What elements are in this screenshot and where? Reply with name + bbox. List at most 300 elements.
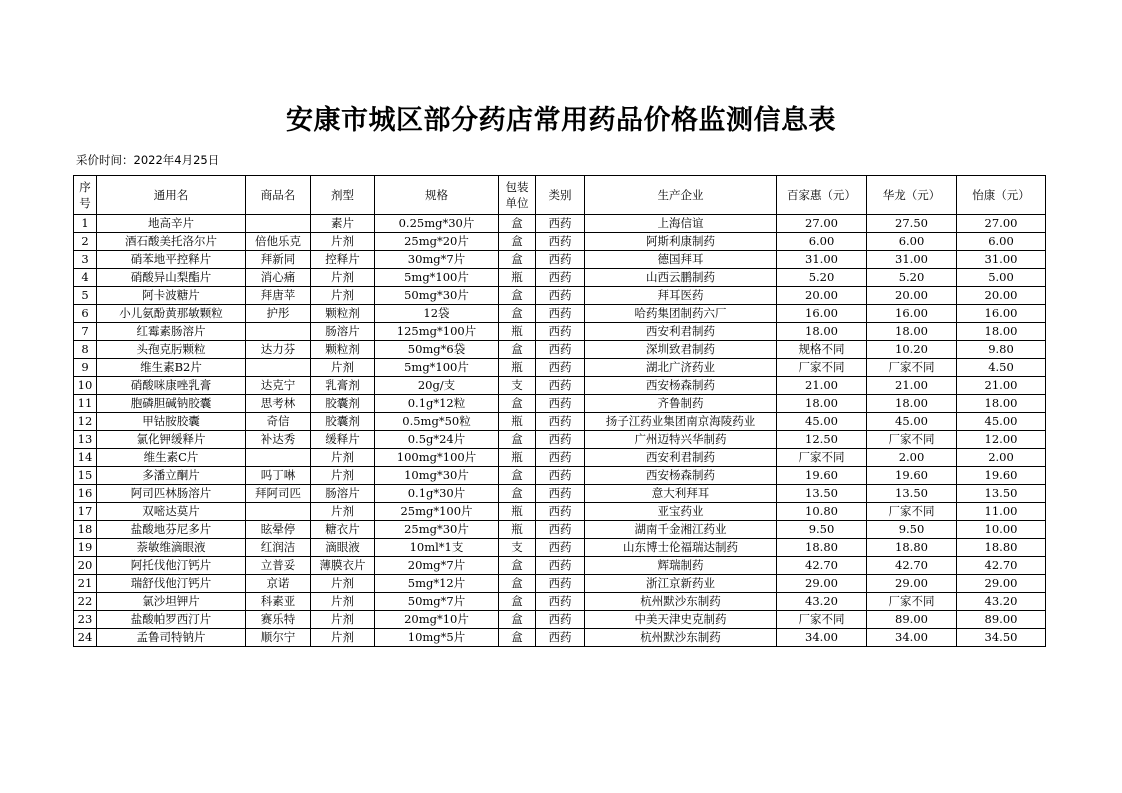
cell-brand-name: 奇信	[246, 413, 311, 431]
cell-specification: 0.5g*24片	[375, 431, 499, 449]
cell-dosage-form: 缓释片	[311, 431, 375, 449]
cell-brand-name: 倍他乐克	[246, 233, 311, 251]
cell-package-unit: 瓶	[499, 449, 536, 467]
cell-price-hualong: 89.00	[867, 611, 957, 629]
cell-price-yikang: 19.60	[957, 467, 1046, 485]
cell-manufacturer: 西安利君制药	[585, 449, 777, 467]
cell-generic-name: 小儿氨酚黄那敏颗粒	[97, 305, 246, 323]
cell-manufacturer: 湖南千金湘江药业	[585, 521, 777, 539]
cell-category: 西药	[536, 575, 585, 593]
cell-manufacturer: 西安利君制药	[585, 323, 777, 341]
cell-generic-name: 阿司匹林肠溶片	[97, 485, 246, 503]
cell-category: 西药	[536, 377, 585, 395]
cell-price-baijiahui: 31.00	[777, 251, 867, 269]
cell-manufacturer: 亚宝药业	[585, 503, 777, 521]
cell-dosage-form: 片剂	[311, 269, 375, 287]
survey-date: 采价时间：2022年4月25日	[76, 153, 220, 167]
cell-generic-name: 双嘧达莫片	[97, 503, 246, 521]
cell-package-unit: 瓶	[499, 413, 536, 431]
cell-package-unit: 支	[499, 377, 536, 395]
cell-price-hualong: 厂家不同	[867, 431, 957, 449]
cell-generic-name: 萘敏维滴眼液	[97, 539, 246, 557]
cell-specification: 25mg*20片	[375, 233, 499, 251]
table-row	[74, 629, 1046, 647]
cell-brand-name: 消心痛	[246, 269, 311, 287]
table-row	[74, 521, 1046, 539]
cell-package-unit: 瓶	[499, 269, 536, 287]
cell-generic-name: 维生素B2片	[97, 359, 246, 377]
table-row	[74, 413, 1046, 431]
cell-brand-name: 京诺	[246, 575, 311, 593]
header-manufacturer: 生产企业	[585, 176, 777, 215]
table-row	[74, 467, 1046, 485]
cell-brand-name	[246, 503, 311, 521]
cell-brand-name: 顺尔宁	[246, 629, 311, 647]
cell-index: 6	[74, 305, 97, 323]
header-dosage-form: 剂型	[311, 176, 375, 215]
cell-specification: 20mg*10片	[375, 611, 499, 629]
cell-brand-name	[246, 215, 311, 233]
cell-index: 5	[74, 287, 97, 305]
cell-price-yikang: 18.80	[957, 539, 1046, 557]
cell-brand-name: 达克宁	[246, 377, 311, 395]
cell-price-yikang: 31.00	[957, 251, 1046, 269]
cell-manufacturer: 山西云鹏制药	[585, 269, 777, 287]
cell-manufacturer: 上海信谊	[585, 215, 777, 233]
cell-price-hualong: 21.00	[867, 377, 957, 395]
cell-category: 西药	[536, 413, 585, 431]
cell-package-unit: 盒	[499, 251, 536, 269]
cell-price-yikang: 89.00	[957, 611, 1046, 629]
cell-brand-name: 拜阿司匹	[246, 485, 311, 503]
cell-category: 西药	[536, 359, 585, 377]
cell-generic-name: 胞磷胆碱钠胶囊	[97, 395, 246, 413]
cell-price-baijiahui: 27.00	[777, 215, 867, 233]
header-package-unit: 包装单位	[499, 176, 536, 215]
cell-brand-name: 护彤	[246, 305, 311, 323]
table-row	[74, 377, 1046, 395]
cell-manufacturer: 德国拜耳	[585, 251, 777, 269]
cell-price-hualong: 18.80	[867, 539, 957, 557]
cell-generic-name: 硝苯地平控释片	[97, 251, 246, 269]
cell-index: 7	[74, 323, 97, 341]
cell-category: 西药	[536, 323, 585, 341]
cell-specification: 50mg*30片	[375, 287, 499, 305]
cell-package-unit: 盒	[499, 287, 536, 305]
table-row	[74, 251, 1046, 269]
cell-package-unit: 瓶	[499, 503, 536, 521]
cell-specification: 0.5mg*50粒	[375, 413, 499, 431]
cell-index: 12	[74, 413, 97, 431]
cell-package-unit: 盒	[499, 593, 536, 611]
cell-index: 24	[74, 629, 97, 647]
table-row	[74, 593, 1046, 611]
cell-category: 西药	[536, 593, 585, 611]
cell-brand-name: 思考林	[246, 395, 311, 413]
cell-package-unit: 盒	[499, 233, 536, 251]
table-row	[74, 611, 1046, 629]
cell-dosage-form: 片剂	[311, 449, 375, 467]
cell-price-hualong: 16.00	[867, 305, 957, 323]
cell-price-yikang: 18.00	[957, 323, 1046, 341]
header-category: 类别	[536, 176, 585, 215]
cell-dosage-form: 片剂	[311, 629, 375, 647]
cell-dosage-form: 薄膜衣片	[311, 557, 375, 575]
cell-price-yikang: 27.00	[957, 215, 1046, 233]
cell-category: 西药	[536, 251, 585, 269]
table-row	[74, 323, 1046, 341]
cell-price-baijiahui: 厂家不同	[777, 449, 867, 467]
cell-price-hualong: 厂家不同	[867, 593, 957, 611]
cell-brand-name: 吗丁啉	[246, 467, 311, 485]
cell-index: 3	[74, 251, 97, 269]
cell-generic-name: 氯沙坦钾片	[97, 593, 246, 611]
cell-generic-name: 维生素C片	[97, 449, 246, 467]
header-generic-name: 通用名	[97, 176, 246, 215]
cell-price-hualong: 厂家不同	[867, 503, 957, 521]
table-row	[74, 557, 1046, 575]
cell-price-yikang: 34.50	[957, 629, 1046, 647]
cell-generic-name: 硝酸异山梨酯片	[97, 269, 246, 287]
cell-price-yikang: 9.80	[957, 341, 1046, 359]
cell-index: 17	[74, 503, 97, 521]
cell-dosage-form: 控释片	[311, 251, 375, 269]
table-row	[74, 449, 1046, 467]
cell-package-unit: 瓶	[499, 323, 536, 341]
cell-generic-name: 酒石酸美托洛尔片	[97, 233, 246, 251]
table-body	[74, 215, 1046, 647]
table-row	[74, 431, 1046, 449]
cell-price-baijiahui: 18.00	[777, 395, 867, 413]
cell-dosage-form: 乳膏剂	[311, 377, 375, 395]
cell-specification: 50mg*6袋	[375, 341, 499, 359]
table-row	[74, 269, 1046, 287]
cell-price-hualong: 45.00	[867, 413, 957, 431]
cell-dosage-form: 素片	[311, 215, 375, 233]
cell-generic-name: 红霉素肠溶片	[97, 323, 246, 341]
cell-generic-name: 盐酸地芬尼多片	[97, 521, 246, 539]
header-brand-name: 商品名	[246, 176, 311, 215]
cell-category: 西药	[536, 341, 585, 359]
cell-package-unit: 盒	[499, 575, 536, 593]
table-row	[74, 233, 1046, 251]
cell-category: 西药	[536, 629, 585, 647]
cell-index: 19	[74, 539, 97, 557]
cell-dosage-form: 片剂	[311, 359, 375, 377]
cell-manufacturer: 拜耳医药	[585, 287, 777, 305]
header-index: 序号	[74, 176, 97, 215]
cell-category: 西药	[536, 557, 585, 575]
cell-dosage-form: 颗粒剂	[311, 305, 375, 323]
cell-brand-name: 拜唐苹	[246, 287, 311, 305]
cell-index: 13	[74, 431, 97, 449]
cell-specification: 5mg*100片	[375, 269, 499, 287]
cell-package-unit: 盒	[499, 341, 536, 359]
cell-package-unit: 支	[499, 539, 536, 557]
cell-price-baijiahui: 厂家不同	[777, 611, 867, 629]
cell-price-baijiahui: 厂家不同	[777, 359, 867, 377]
cell-category: 西药	[536, 485, 585, 503]
cell-generic-name: 瑞舒伐他汀钙片	[97, 575, 246, 593]
cell-price-baijiahui: 19.60	[777, 467, 867, 485]
cell-category: 西药	[536, 215, 585, 233]
cell-price-hualong: 18.00	[867, 395, 957, 413]
cell-specification: 20mg*7片	[375, 557, 499, 575]
cell-generic-name: 阿卡波糖片	[97, 287, 246, 305]
header-price-baijiahui: 百家惠（元）	[777, 176, 867, 215]
cell-price-yikang: 5.00	[957, 269, 1046, 287]
cell-price-yikang: 2.00	[957, 449, 1046, 467]
cell-package-unit: 盒	[499, 395, 536, 413]
cell-dosage-form: 滴眼液	[311, 539, 375, 557]
cell-price-hualong: 34.00	[867, 629, 957, 647]
cell-generic-name: 硝酸咪康唑乳膏	[97, 377, 246, 395]
cell-specification: 20g/支	[375, 377, 499, 395]
table-row	[74, 215, 1046, 233]
cell-brand-name	[246, 359, 311, 377]
cell-index: 20	[74, 557, 97, 575]
header-price-hualong: 华龙（元）	[867, 176, 957, 215]
cell-package-unit: 盒	[499, 611, 536, 629]
cell-index: 15	[74, 467, 97, 485]
cell-price-baijiahui: 29.00	[777, 575, 867, 593]
cell-price-yikang: 18.00	[957, 395, 1046, 413]
cell-brand-name: 赛乐特	[246, 611, 311, 629]
cell-price-baijiahui: 45.00	[777, 413, 867, 431]
cell-specification: 125mg*100片	[375, 323, 499, 341]
cell-index: 1	[74, 215, 97, 233]
cell-manufacturer: 杭州默沙东制药	[585, 629, 777, 647]
cell-package-unit: 盒	[499, 305, 536, 323]
cell-specification: 5mg*12片	[375, 575, 499, 593]
cell-manufacturer: 西安杨森制药	[585, 467, 777, 485]
cell-manufacturer: 浙江京新药业	[585, 575, 777, 593]
cell-price-yikang: 42.70	[957, 557, 1046, 575]
cell-brand-name: 补达秀	[246, 431, 311, 449]
cell-index: 14	[74, 449, 97, 467]
cell-price-baijiahui: 10.80	[777, 503, 867, 521]
cell-package-unit: 瓶	[499, 521, 536, 539]
cell-manufacturer: 广州迈特兴华制药	[585, 431, 777, 449]
cell-price-yikang: 45.00	[957, 413, 1046, 431]
cell-brand-name: 科素亚	[246, 593, 311, 611]
cell-generic-name: 头孢克肟颗粒	[97, 341, 246, 359]
cell-price-baijiahui: 5.20	[777, 269, 867, 287]
cell-manufacturer: 阿斯利康制药	[585, 233, 777, 251]
cell-category: 西药	[536, 449, 585, 467]
cell-category: 西药	[536, 467, 585, 485]
cell-price-hualong: 厂家不同	[867, 359, 957, 377]
cell-index: 4	[74, 269, 97, 287]
cell-manufacturer: 深圳致君制药	[585, 341, 777, 359]
cell-package-unit: 盒	[499, 485, 536, 503]
cell-dosage-form: 胶囊剂	[311, 395, 375, 413]
price-table	[73, 175, 1046, 647]
cell-index: 10	[74, 377, 97, 395]
cell-manufacturer: 齐鲁制药	[585, 395, 777, 413]
cell-package-unit: 盒	[499, 467, 536, 485]
cell-price-yikang: 11.00	[957, 503, 1046, 521]
cell-category: 西药	[536, 233, 585, 251]
cell-price-yikang: 12.00	[957, 431, 1046, 449]
cell-category: 西药	[536, 539, 585, 557]
cell-index: 8	[74, 341, 97, 359]
cell-index: 22	[74, 593, 97, 611]
cell-dosage-form: 片剂	[311, 233, 375, 251]
cell-price-baijiahui: 20.00	[777, 287, 867, 305]
cell-specification: 10ml*1支	[375, 539, 499, 557]
cell-package-unit: 瓶	[499, 359, 536, 377]
cell-price-yikang: 29.00	[957, 575, 1046, 593]
cell-price-hualong: 5.20	[867, 269, 957, 287]
header-price-yikang: 怡康（元）	[957, 176, 1046, 215]
cell-package-unit: 盒	[499, 431, 536, 449]
cell-price-hualong: 20.00	[867, 287, 957, 305]
cell-dosage-form: 片剂	[311, 467, 375, 485]
cell-dosage-form: 糖衣片	[311, 521, 375, 539]
cell-package-unit: 盒	[499, 557, 536, 575]
cell-brand-name: 达力芬	[246, 341, 311, 359]
cell-generic-name: 氯化钾缓释片	[97, 431, 246, 449]
cell-specification: 100mg*100片	[375, 449, 499, 467]
cell-specification: 50mg*7片	[375, 593, 499, 611]
header-specification: 规格	[375, 176, 499, 215]
cell-specification: 0.25mg*30片	[375, 215, 499, 233]
cell-specification: 25mg*30片	[375, 521, 499, 539]
cell-price-hualong: 19.60	[867, 467, 957, 485]
cell-specification: 5mg*100片	[375, 359, 499, 377]
cell-brand-name	[246, 449, 311, 467]
cell-price-baijiahui: 34.00	[777, 629, 867, 647]
cell-generic-name: 地高辛片	[97, 215, 246, 233]
cell-price-yikang: 13.50	[957, 485, 1046, 503]
table-row	[74, 359, 1046, 377]
table-row	[74, 341, 1046, 359]
cell-brand-name: 拜新同	[246, 251, 311, 269]
cell-category: 西药	[536, 431, 585, 449]
cell-index: 2	[74, 233, 97, 251]
cell-generic-name: 盐酸帕罗西汀片	[97, 611, 246, 629]
cell-price-baijiahui: 18.80	[777, 539, 867, 557]
cell-category: 西药	[536, 305, 585, 323]
cell-index: 16	[74, 485, 97, 503]
cell-category: 西药	[536, 287, 585, 305]
table-row	[74, 503, 1046, 521]
cell-price-hualong: 27.50	[867, 215, 957, 233]
cell-index: 21	[74, 575, 97, 593]
cell-specification: 0.1g*12粒	[375, 395, 499, 413]
table-row	[74, 575, 1046, 593]
cell-price-baijiahui: 13.50	[777, 485, 867, 503]
cell-manufacturer: 意大利拜耳	[585, 485, 777, 503]
cell-price-hualong: 42.70	[867, 557, 957, 575]
cell-specification: 12袋	[375, 305, 499, 323]
cell-generic-name: 多潘立酮片	[97, 467, 246, 485]
cell-index: 18	[74, 521, 97, 539]
cell-dosage-form: 片剂	[311, 575, 375, 593]
cell-price-hualong: 9.50	[867, 521, 957, 539]
cell-price-hualong: 10.20	[867, 341, 957, 359]
cell-manufacturer: 湖北广济药业	[585, 359, 777, 377]
cell-price-baijiahui: 43.20	[777, 593, 867, 611]
cell-dosage-form: 肠溶片	[311, 323, 375, 341]
cell-price-baijiahui: 规格不同	[777, 341, 867, 359]
cell-price-baijiahui: 18.00	[777, 323, 867, 341]
cell-price-yikang: 16.00	[957, 305, 1046, 323]
cell-brand-name: 红润洁	[246, 539, 311, 557]
cell-manufacturer: 杭州默沙东制药	[585, 593, 777, 611]
cell-price-hualong: 31.00	[867, 251, 957, 269]
cell-specification: 10mg*30片	[375, 467, 499, 485]
cell-price-baijiahui: 16.00	[777, 305, 867, 323]
cell-dosage-form: 片剂	[311, 503, 375, 521]
cell-price-yikang: 43.20	[957, 593, 1046, 611]
cell-dosage-form: 颗粒剂	[311, 341, 375, 359]
cell-manufacturer: 扬子江药业集团南京海陵药业	[585, 413, 777, 431]
cell-price-baijiahui: 12.50	[777, 431, 867, 449]
cell-price-hualong: 13.50	[867, 485, 957, 503]
cell-generic-name: 甲钴胺胶囊	[97, 413, 246, 431]
table-row	[74, 305, 1046, 323]
table-row	[74, 395, 1046, 413]
cell-price-yikang: 4.50	[957, 359, 1046, 377]
cell-manufacturer: 西安杨森制药	[585, 377, 777, 395]
page-title: 安康市城区部分药店常用药品价格监测信息表	[286, 105, 836, 136]
cell-category: 西药	[536, 503, 585, 521]
cell-specification: 10mg*5片	[375, 629, 499, 647]
cell-price-yikang: 10.00	[957, 521, 1046, 539]
cell-package-unit: 盒	[499, 215, 536, 233]
table-row	[74, 539, 1046, 557]
cell-price-baijiahui: 9.50	[777, 521, 867, 539]
cell-dosage-form: 片剂	[311, 287, 375, 305]
table-row	[74, 287, 1046, 305]
cell-price-baijiahui: 21.00	[777, 377, 867, 395]
cell-price-baijiahui: 42.70	[777, 557, 867, 575]
cell-dosage-form: 胶囊剂	[311, 413, 375, 431]
cell-category: 西药	[536, 521, 585, 539]
cell-brand-name	[246, 323, 311, 341]
cell-brand-name: 立普妥	[246, 557, 311, 575]
cell-price-yikang: 21.00	[957, 377, 1046, 395]
cell-specification: 0.1g*30片	[375, 485, 499, 503]
table-header-row	[74, 176, 1046, 215]
cell-index: 9	[74, 359, 97, 377]
cell-manufacturer: 辉瑞制药	[585, 557, 777, 575]
cell-price-hualong: 18.00	[867, 323, 957, 341]
cell-category: 西药	[536, 611, 585, 629]
cell-dosage-form: 片剂	[311, 593, 375, 611]
cell-price-hualong: 2.00	[867, 449, 957, 467]
cell-package-unit: 盒	[499, 629, 536, 647]
cell-generic-name: 孟鲁司特钠片	[97, 629, 246, 647]
cell-dosage-form: 肠溶片	[311, 485, 375, 503]
cell-category: 西药	[536, 269, 585, 287]
cell-price-hualong: 6.00	[867, 233, 957, 251]
cell-manufacturer: 哈药集团制药六厂	[585, 305, 777, 323]
cell-dosage-form: 片剂	[311, 611, 375, 629]
cell-generic-name: 阿托伐他汀钙片	[97, 557, 246, 575]
cell-index: 11	[74, 395, 97, 413]
cell-manufacturer: 山东博士伦福瑞达制药	[585, 539, 777, 557]
cell-price-hualong: 29.00	[867, 575, 957, 593]
cell-specification: 30mg*7片	[375, 251, 499, 269]
cell-price-yikang: 20.00	[957, 287, 1046, 305]
cell-specification: 25mg*100片	[375, 503, 499, 521]
cell-manufacturer: 中美天津史克制药	[585, 611, 777, 629]
cell-index: 23	[74, 611, 97, 629]
cell-price-baijiahui: 6.00	[777, 233, 867, 251]
